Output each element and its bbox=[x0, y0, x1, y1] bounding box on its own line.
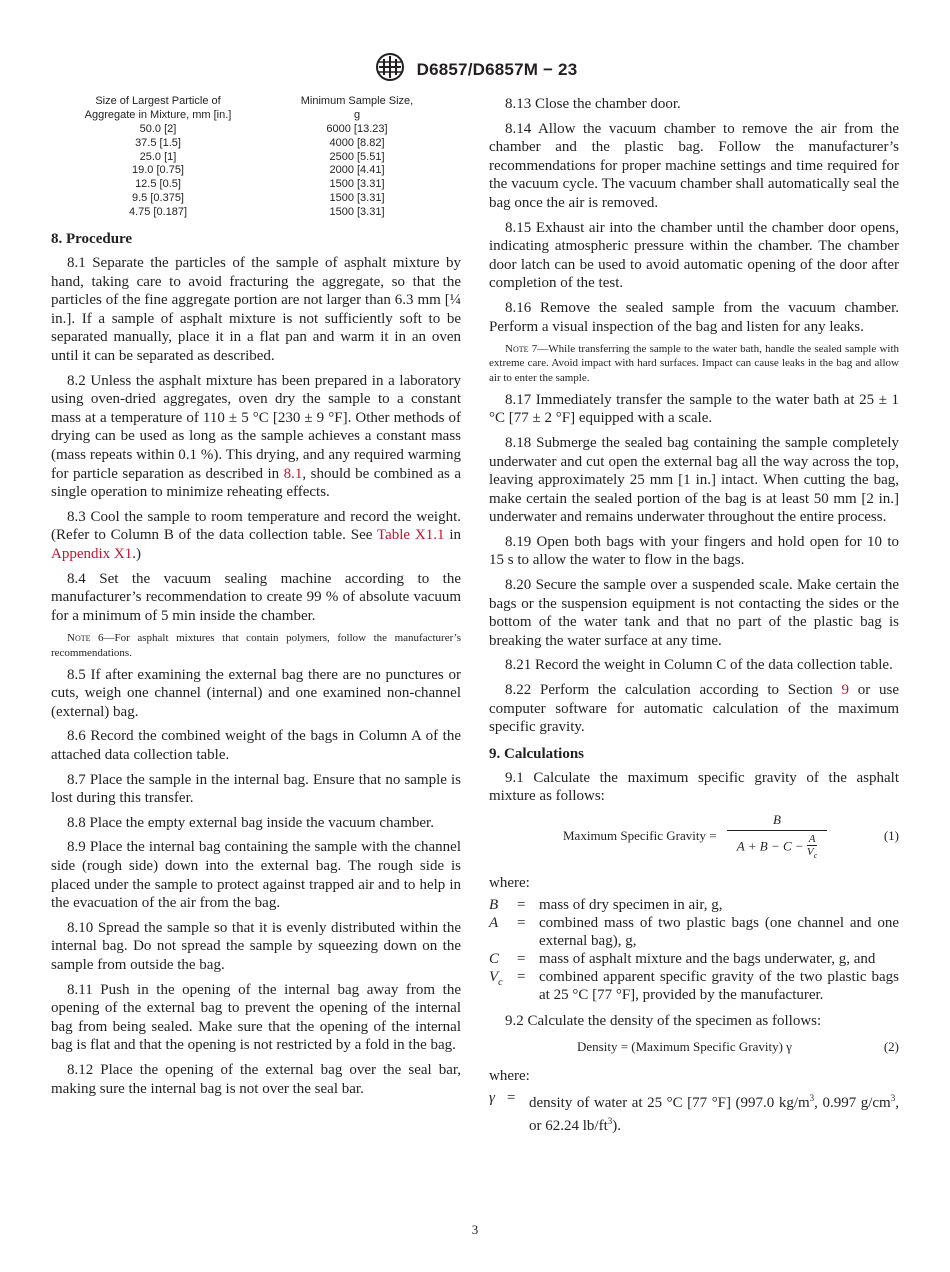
inner-denominator-sub: c bbox=[813, 851, 818, 861]
table-header-cell: Minimum Sample Size, bbox=[300, 95, 414, 107]
section-heading: 8. Procedure bbox=[51, 231, 133, 248]
inner-numerator: A bbox=[808, 833, 816, 846]
table-cell: 4000 [8.82] bbox=[329, 136, 385, 149]
definition-symbol: B bbox=[489, 897, 499, 914]
definition-symbol bbox=[489, 968, 517, 1004]
paragraph-text: 8.22 Perform the calculation according to Section bbox=[505, 682, 842, 699]
equation-lhs: Maximum Specific Gravity = bbox=[563, 828, 717, 844]
table-cell: 4.75 [0.187] bbox=[128, 206, 188, 219]
definition-text-part: , 0.997 g/cm bbox=[814, 1094, 891, 1111]
definition-text bbox=[529, 1089, 899, 1135]
paragraph-8-5: 8.5 If after examining the external bag there are no punctures or cuts, weigh one channel (internal) and one examined non-channel (external) bag. bbox=[51, 666, 461, 720]
definition-symbol: γ bbox=[489, 1089, 495, 1106]
table-link[interactable]: Table X1.1 bbox=[376, 527, 445, 544]
paragraph-8-8: 8.8 Place the empty external bag inside the vacuum chamber. bbox=[67, 814, 434, 831]
equation-body: Density = (Maximum Specific Gravity) γ bbox=[577, 1038, 792, 1054]
definition-text-part: density of water at 25 °C [77 °F] (997.0 kg/m bbox=[529, 1094, 810, 1111]
definitions-list bbox=[489, 1089, 899, 1135]
equation-number: (1) bbox=[883, 828, 899, 844]
table-cell: 19.0 [0.75] bbox=[132, 164, 184, 177]
paragraph-8-20: 8.20 Secure the sample over a suspended scale. Make certain the bags or the suspension equipment is not contacting the sides or the bottom of the water tank and that no part of the plastic bag is breaking the water surface at any time. bbox=[489, 577, 899, 649]
equation-denominator bbox=[727, 833, 827, 862]
definition-text: combined mass of two plastic bags (one channel and one external bag), g, bbox=[539, 915, 899, 950]
table-cell: 1500 [3.31] bbox=[329, 192, 385, 205]
paragraph-8-22 bbox=[489, 681, 899, 737]
table-cell: 50.0 [2] bbox=[139, 122, 177, 135]
definition-text-part: ). bbox=[612, 1117, 621, 1134]
paragraph-9-2: 9.2 Calculate the density of the specimen as follows: bbox=[505, 1013, 822, 1030]
note-6 bbox=[51, 631, 461, 659]
paragraph-8-11: 8.11 Push in the opening of the internal bag away from the opening of the external bag to prevent the opening of the internal bag from being sealed. Make sure that the opening of the internal bag is flat and that the opening is not restricted by a fold in the bag. bbox=[51, 981, 461, 1054]
paragraph-8-16: 8.16 Remove the sealed sample from the vacuum chamber. Perform a visual inspection of the bag and listen for any leaks. bbox=[489, 299, 899, 335]
section-link[interactable]: 9 bbox=[841, 682, 850, 699]
where-label: where: bbox=[489, 1067, 530, 1084]
table-cell: 1500 [3.31] bbox=[329, 206, 385, 219]
paragraph-8-17: 8.17 Immediately transfer the sample to the water bath at 25 ± 1 °C [77 ± 2 °F] equipped with a scale. bbox=[489, 391, 899, 427]
definition-text: combined apparent specific gravity of the two plastic bags at 25 °C [77 °F], provided by the manufacturer. bbox=[539, 969, 899, 1004]
paragraph-8-12: 8.12 Place the opening of the external bag over the seal bar, making sure the internal bag is not over the seal bar. bbox=[51, 1061, 461, 1097]
right-column bbox=[489, 95, 899, 1135]
note-label: Note 7 bbox=[505, 343, 538, 356]
table-header-cell: Aggregate in Mixture, mm [in.] bbox=[84, 108, 232, 121]
inner-fraction bbox=[807, 833, 817, 862]
symbol-sub: c bbox=[498, 977, 503, 989]
table-cell: 6000 [13.23] bbox=[326, 122, 388, 135]
definition-item bbox=[489, 896, 899, 914]
appendix-link[interactable]: Appendix X1 bbox=[51, 545, 133, 562]
denominator-text: A + B − C − bbox=[736, 838, 807, 854]
paragraph-text: or use computer software for automatic calculation of the maximum specific gravity. bbox=[489, 682, 899, 736]
equals-sign: = bbox=[517, 915, 526, 932]
paragraph-text: .) bbox=[132, 545, 141, 562]
paragraph-8-15: 8.15 Exhaust air into the chamber until the chamber door opens, indicating atmospheric pressure within the chamber. The chamber door latch can be used to avoid automatic opening of the door after completion of the test. bbox=[489, 219, 899, 292]
definition-text: mass of asphalt mixture and the bags underwater, g, and bbox=[539, 951, 876, 968]
paragraph-8-6: 8.6 Record the combined weight of the bags in Column A of the attached data collection table. bbox=[51, 728, 461, 764]
paragraph-text: in bbox=[444, 527, 461, 544]
equation-numerator: B bbox=[773, 812, 781, 828]
paragraph-text: 8.2 Unless the asphalt mixture has been prepared in a laboratory using oven-dried aggregates, oven dry the sample to a constant mass at a temperature of 110 ± 5 °C [230 ± 9 °F]. Other methods of drying can be used as long as the sample achieves a constant mass (mass repeats within 0.1 %). This drying, and any required warming for particle separation as described in bbox=[51, 372, 461, 482]
astm-logo-icon bbox=[373, 52, 407, 87]
equals-sign: = bbox=[517, 951, 526, 968]
document-designation: D6857/D6857M − 23 bbox=[416, 59, 578, 79]
left-column bbox=[51, 95, 461, 1104]
paragraph-8-21: 8.21 Record the weight in Column C of the data collection table. bbox=[505, 657, 893, 674]
table-header-cell: g bbox=[353, 108, 361, 121]
equation-fraction bbox=[727, 812, 827, 862]
page-number: 3 bbox=[471, 1222, 479, 1237]
definition-item bbox=[489, 968, 899, 1004]
paragraph-8-3 bbox=[51, 508, 461, 564]
section-heading: 9. Calculations bbox=[489, 745, 585, 762]
symbol-main: V bbox=[489, 969, 499, 986]
paragraph-8-10: 8.10 Spread the sample so that it is evenly distributed within the internal bag. Do not spread the sample by squeezing down on the sample from outside the bag. bbox=[51, 919, 461, 974]
page-header bbox=[0, 52, 950, 87]
paragraph-8-18: 8.18 Submerge the sealed bag containing the sample completely underwater and cut open the external bag all the way across the top, leaving approximately 25 mm [1 in.] intact. When cutting the bag, make certain the sealed portion of the bag is at least 50 mm [2 in.] underwater and remains underwater throughout the entire process. bbox=[489, 434, 899, 526]
paragraph-8-19: 8.19 Open both bags with your fingers and hold open for 10 to 15 s to allow the water to flow in the bags. bbox=[489, 533, 899, 569]
equals-sign: = bbox=[517, 969, 526, 986]
section-link[interactable]: 8.1 bbox=[283, 465, 303, 482]
equation-2 bbox=[489, 1037, 899, 1059]
sample-size-table bbox=[51, 95, 461, 220]
definition-item bbox=[489, 914, 899, 950]
paragraph-8-9: 8.9 Place the internal bag containing the sample with the channel side (rough side) down into the external bag. The rough side is placed under the sample to protect against trapped air and to help in the evacuation of the air from the bag. bbox=[51, 839, 461, 912]
note-label: Note 6 bbox=[67, 632, 104, 645]
paragraph-text: , should be combined as a single operation to minimize reheating effects. bbox=[51, 465, 461, 501]
equation-1 bbox=[489, 812, 899, 864]
table-cell: 9.5 [0.375] bbox=[132, 192, 184, 205]
paragraph-8-1: 8.1 Separate the particles of the sample of asphalt mixture by hand, taking care to avoid fracturing the aggregate, so that the particles of the fine aggregate portion are not larger than 6.3 mm [¼ in.]. If a sample of asphalt mixture is not sufficiently soft to be separated manually, place it in a flat pan and warm it in an oven until it can be separated as described. bbox=[51, 255, 461, 364]
definitions-list bbox=[489, 896, 899, 1004]
superscript: 3 bbox=[607, 1115, 613, 1126]
table-cell: 2500 [5.51] bbox=[329, 150, 385, 163]
equals-sign: = bbox=[507, 1089, 516, 1106]
paragraph-9-1: 9.1 Calculate the maximum specific gravity of the asphalt mixture as follows: bbox=[489, 769, 899, 805]
table-cell: 12.5 [0.5] bbox=[135, 178, 181, 191]
table-header-cell: Size of Largest Particle of bbox=[95, 95, 221, 107]
table-cell: 1500 [3.31] bbox=[329, 178, 385, 191]
definition-symbol: A bbox=[489, 915, 499, 932]
paragraph-8-14: 8.14 Allow the vacuum chamber to remove the air from the chamber and the plastic bag. Follow the manufacturer’s recommendations for proper machine settings and time required for the vacuum cycle. The vacuum chamber shall automatically seal the bag once the air is removed. bbox=[489, 120, 899, 211]
fraction-bar bbox=[727, 830, 827, 831]
paragraph-text: 8.3 Cool the sample to room temperature and record the weight. (Refer to Column B of the data collection table. See bbox=[51, 508, 461, 544]
note-text: —For asphalt mixtures that contain polymers, follow the manufacturer’s recommendations. bbox=[51, 632, 461, 659]
superscript: 3 bbox=[890, 1092, 896, 1103]
table-cell: 2000 [4.41] bbox=[329, 164, 385, 177]
definition-text-part: , or 62.24 lb/ft bbox=[529, 1094, 899, 1134]
definition-item bbox=[489, 1089, 899, 1135]
paragraph-8-13: 8.13 Close the chamber door. bbox=[505, 96, 681, 112]
equals-sign: = bbox=[517, 897, 526, 914]
superscript: 3 bbox=[809, 1092, 815, 1103]
definition-item bbox=[489, 950, 899, 968]
table-cell: 37.5 [1.5] bbox=[135, 136, 181, 149]
note-7 bbox=[489, 342, 899, 385]
table-cell: 25.0 [1] bbox=[139, 150, 177, 163]
equation-number: (2) bbox=[883, 1038, 899, 1054]
paragraph-8-7: 8.7 Place the sample in the internal bag. Ensure that no sample is lost during this transfer. bbox=[51, 771, 461, 807]
paragraph-8-4: 8.4 Set the vacuum sealing machine according to the manufacturer’s recommendation to create 99 % of absolute vacuum for a minimum of 5 min inside the chamber. bbox=[51, 570, 461, 624]
inner-denominator: V bbox=[806, 846, 814, 859]
note-text: —While transferring the sample to the water bath, handle the sealed sample with extreme care. Avoid impact with hard surfaces. Impact can cause leaks in the bag and allow air to enter the sample. bbox=[489, 343, 900, 384]
definition-text: mass of dry specimen in air, g, bbox=[539, 897, 723, 914]
where-label: where: bbox=[489, 875, 530, 892]
definition-symbol: C bbox=[489, 951, 500, 968]
paragraph-8-2 bbox=[51, 372, 461, 502]
